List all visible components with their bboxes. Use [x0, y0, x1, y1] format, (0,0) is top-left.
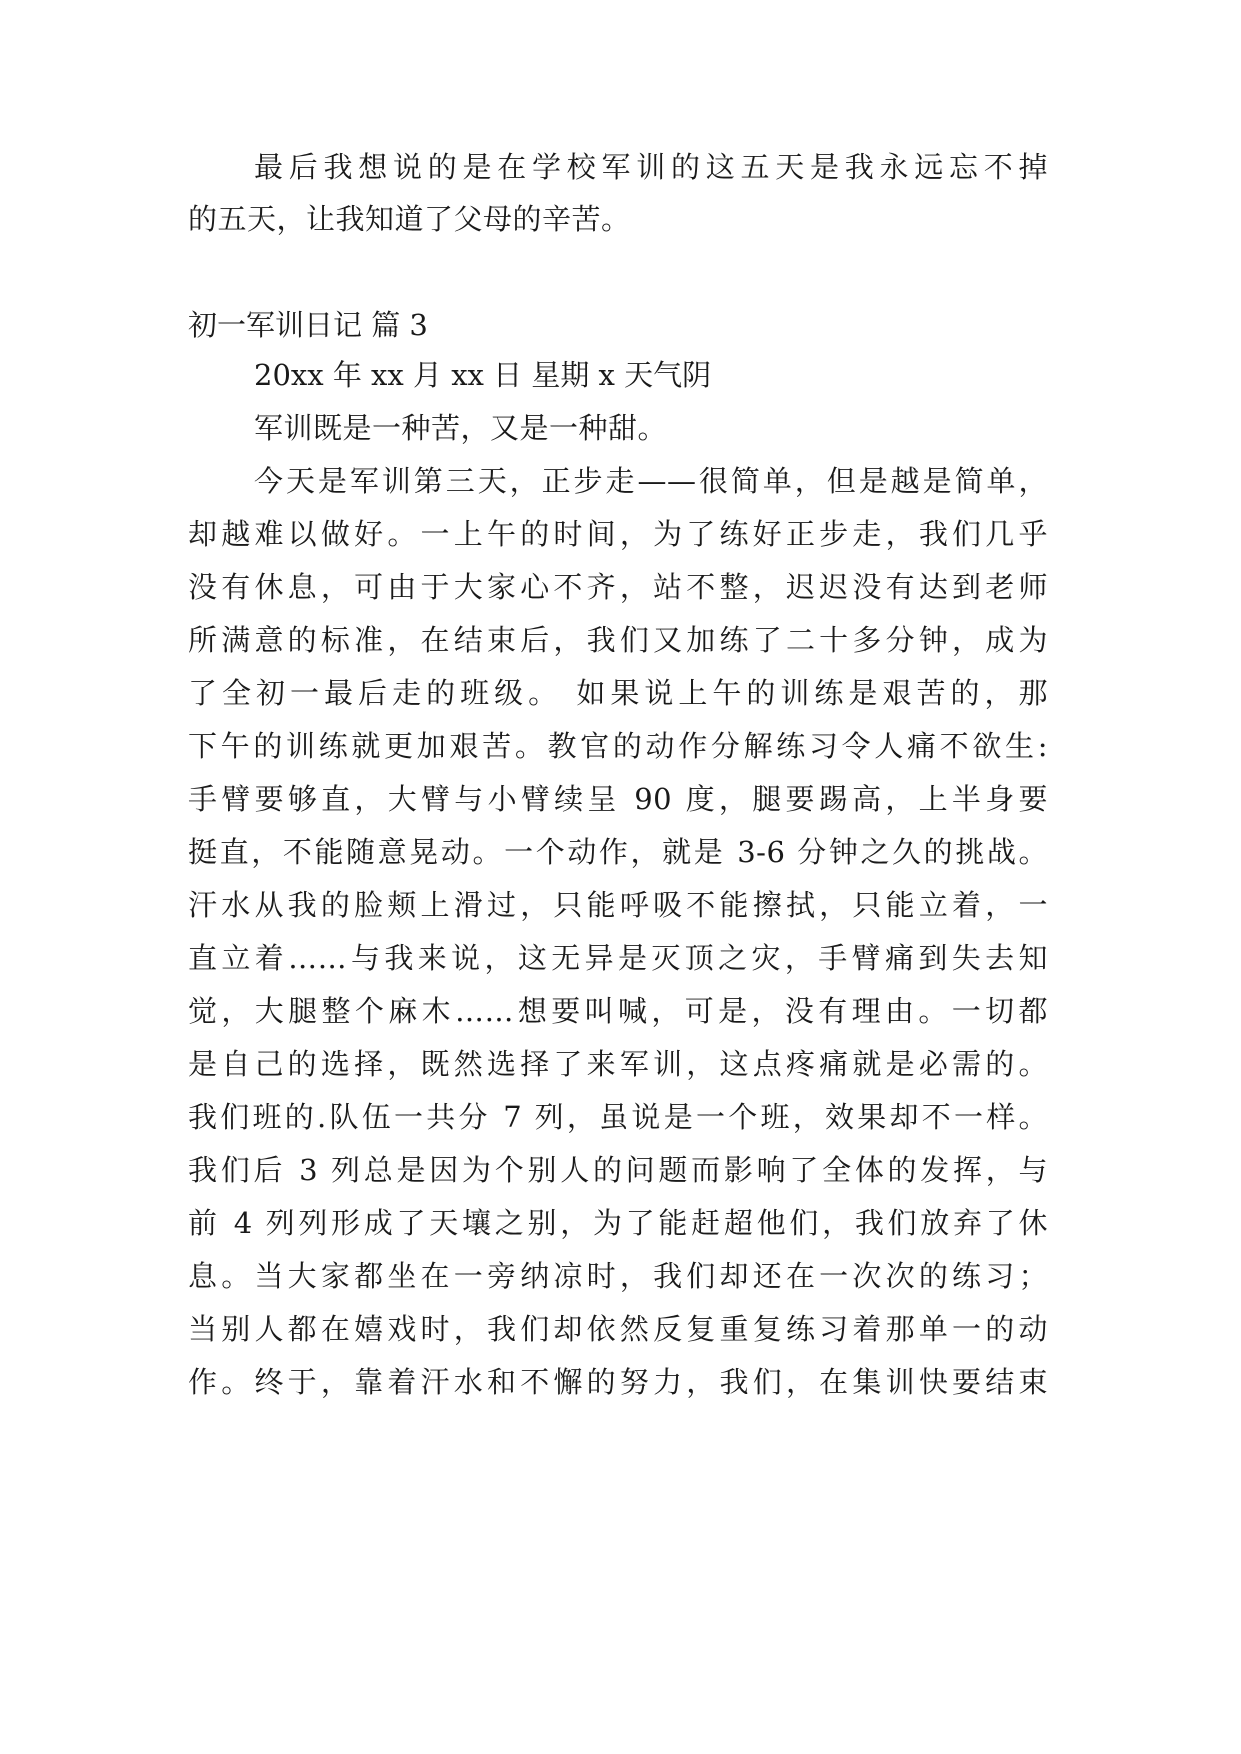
text-line: 的五天，让我知道了父母的辛苦。 [188, 202, 631, 236]
text-line: 了全初一最后走的班级。 如果说上午的训练是艰苦的，那 [188, 676, 1048, 710]
text-line: 所满意的标准，在结束后，我们又加练了二十多分钟，成为 [188, 623, 1048, 657]
text-line: 挺直，不能随意晃动。一个动作，就是 3-6 分钟之久的挑战。 [188, 835, 1048, 869]
text-line: 是自己的选择，既然选择了来军训，这点疼痛就是必需的。 [188, 1047, 1048, 1081]
section-heading: 初一军训日记 篇 3 [188, 308, 428, 342]
text-line: 却越难以做好。一上午的时间，为了练好正步走，我们几乎 [188, 517, 1048, 551]
text-line: 最后我想说的是在学校军训的这五天是我永远忘不掉 [254, 150, 1048, 184]
text-line: 我们班的.队伍一共分 7 列，虽说是一个班，效果却不一样。 [188, 1100, 1048, 1134]
text-line: 直立着……与我来说，这无异是灭顶之灾，手臂痛到失去知 [188, 941, 1048, 975]
opening-sentence: 军训既是一种苦，又是一种甜。 [254, 411, 668, 445]
text-line: 作。终于，靠着汗水和不懈的努力，我们，在集训快要结束 [188, 1365, 1048, 1399]
text-line: 下午的训练就更加艰苦。教官的动作分解练习令人痛不欲生: [188, 729, 1048, 763]
text-line: 觉，大腿整个麻木……想要叫喊，可是，没有理由。一切都 [188, 994, 1048, 1028]
text-line: 我们后 3 列总是因为个别人的问题而影响了全体的发挥，与 [188, 1153, 1048, 1187]
text-line: 没有休息，可由于大家心不齐，站不整，迟迟没有达到老师 [188, 570, 1048, 604]
text-line: 手臂要够直，大臂与小臂续呈 90 度，腿要踢高，上半身要 [188, 782, 1048, 816]
text-line: 今天是军训第三天，正步走——很简单，但是越是简单， [254, 464, 1048, 498]
text-line: 汗水从我的脸颊上滑过，只能呼吸不能擦拭，只能立着，一 [188, 888, 1048, 922]
diary-date-line: 20xx 年 xx 月 xx 日 星期 x 天气阴 [254, 358, 712, 392]
text-line: 前 4 列列形成了天壤之别，为了能赶超他们，我们放弃了休 [188, 1206, 1048, 1240]
text-line: 当别人都在嬉戏时，我们却依然反复重复练习着那单一的动 [188, 1312, 1048, 1346]
text-line: 息。当大家都坐在一旁纳凉时，我们却还在一次次的练习； [188, 1259, 1048, 1293]
